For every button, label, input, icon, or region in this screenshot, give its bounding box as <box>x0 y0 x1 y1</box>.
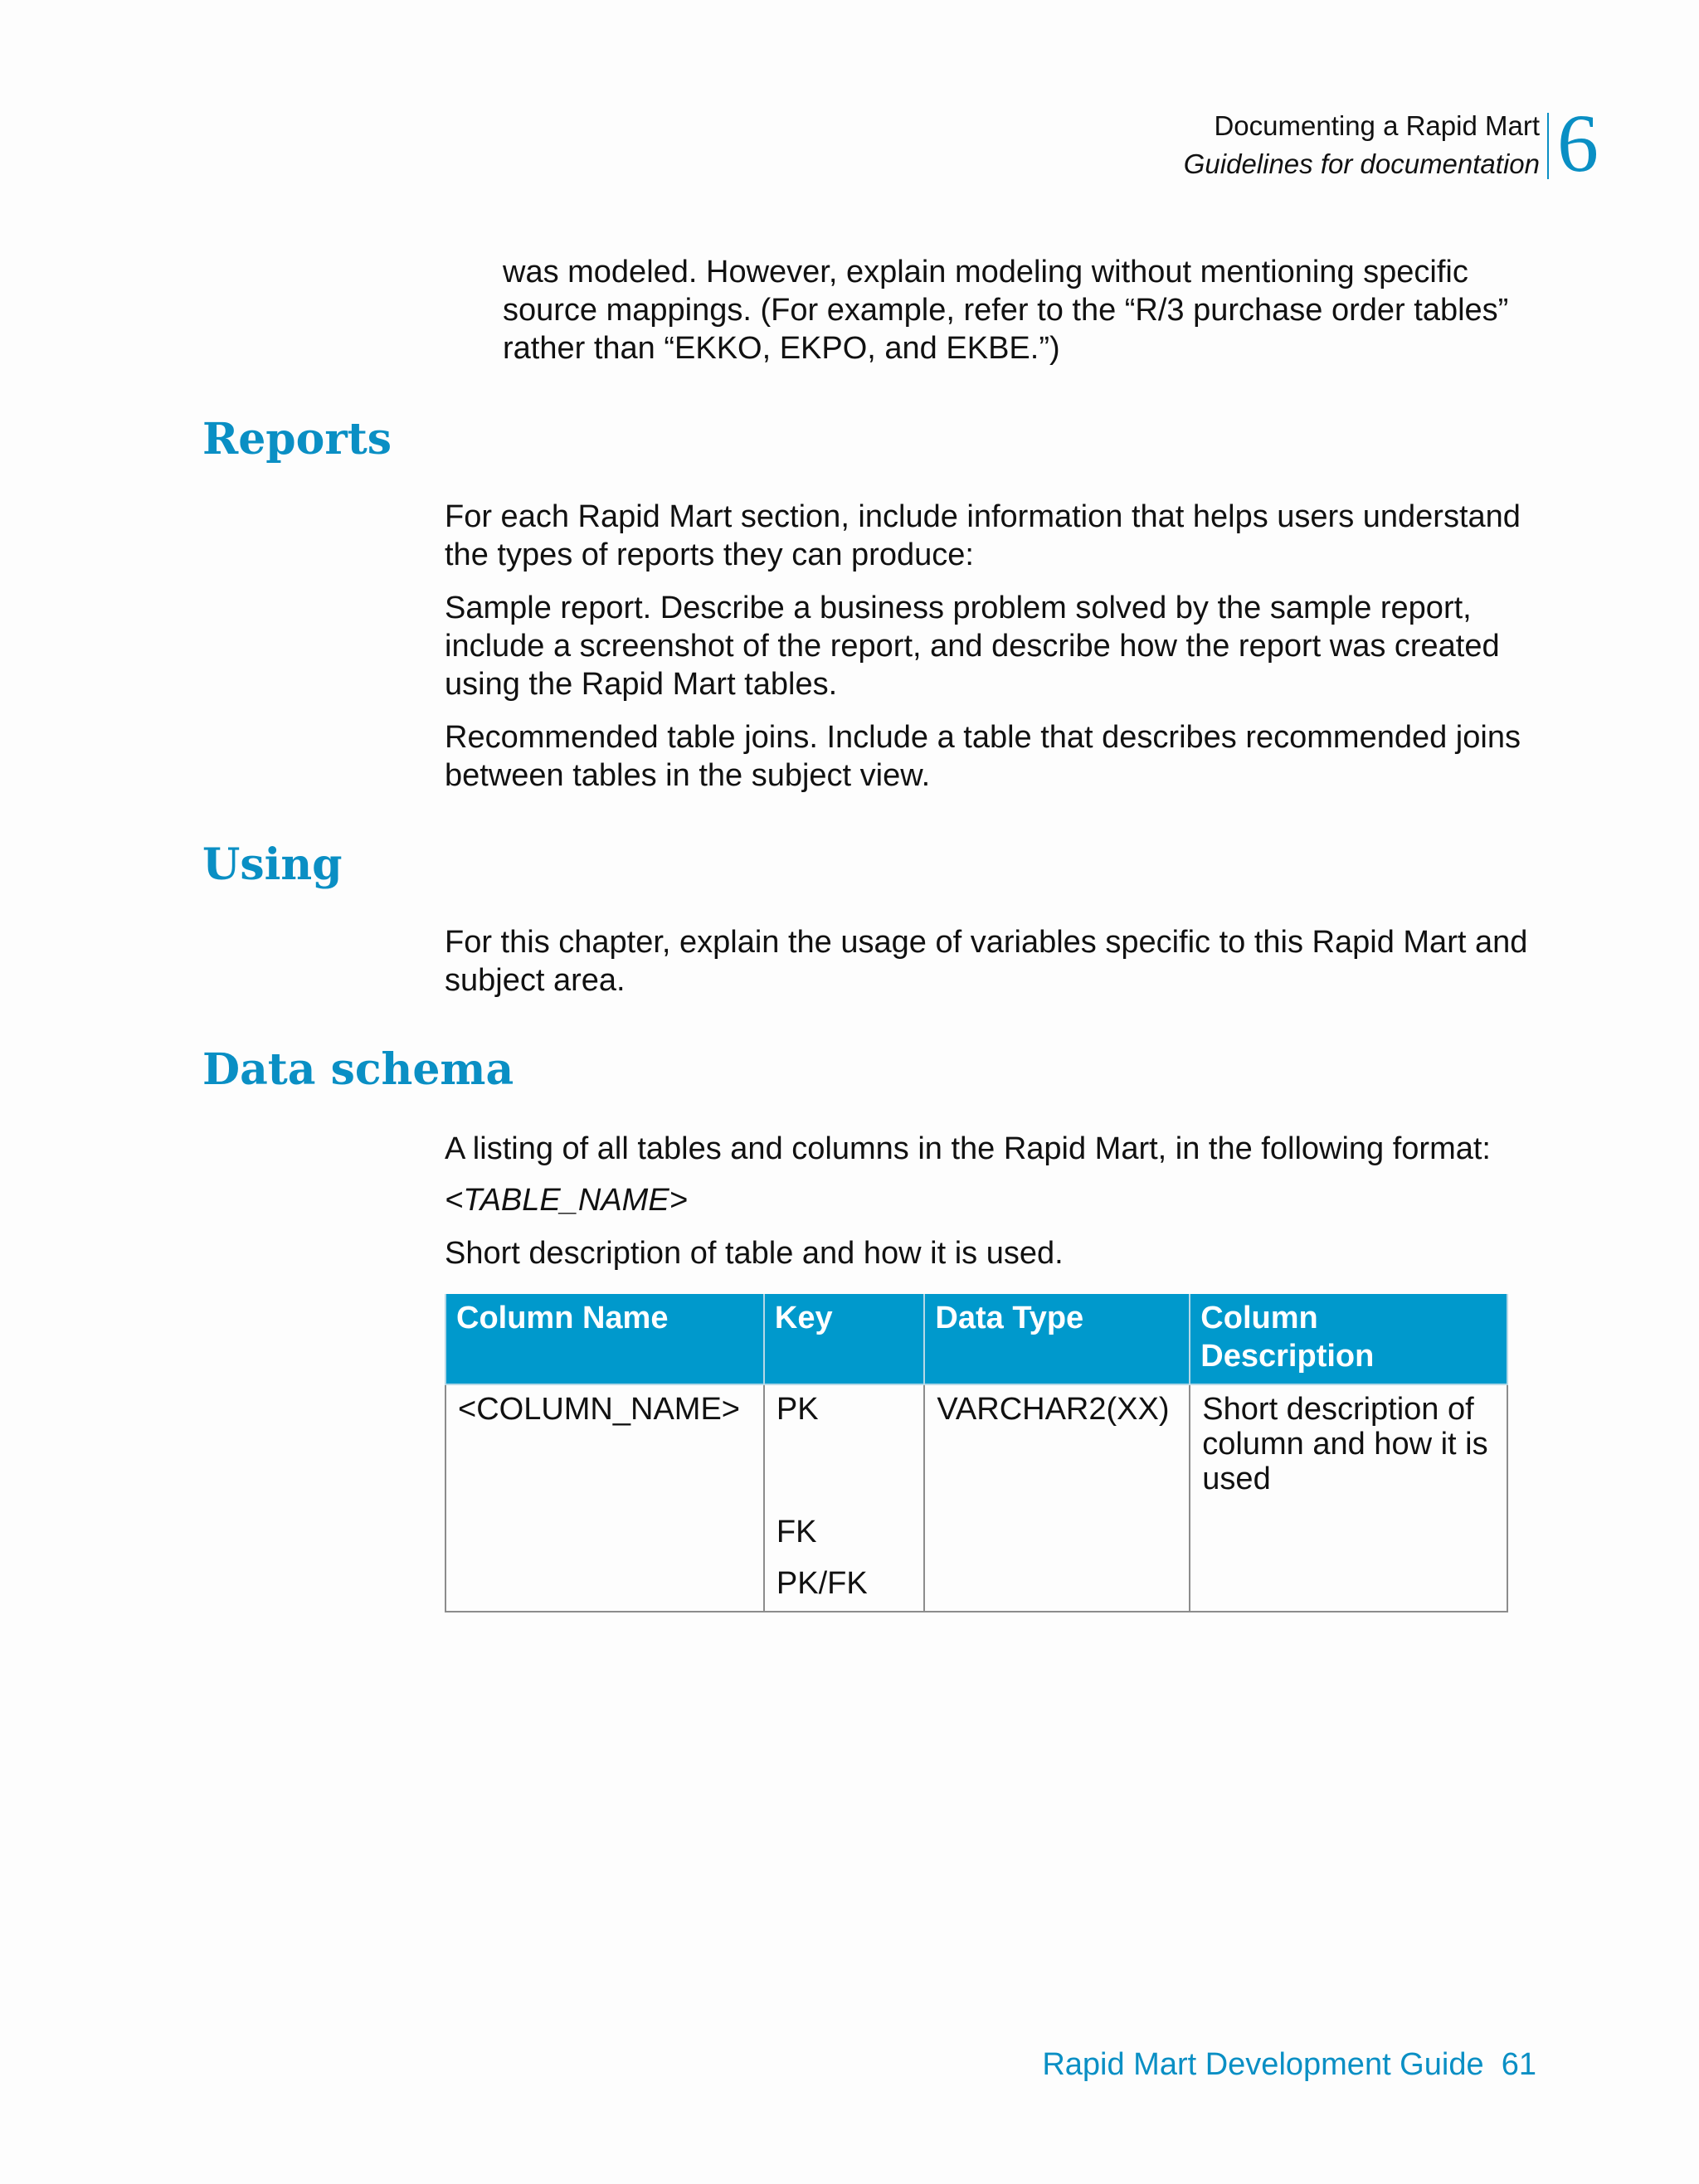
page-footer <box>1042 2045 1536 2084</box>
heading-data-schema: Data schema <box>202 1044 514 1095</box>
reports-paragraph-3: Recommended table joins. Include a table that describes recommended joins between tables in the subject view. <box>445 720 1521 793</box>
header-data-type: Data Type <box>924 1294 1190 1384</box>
header-column-description: Column Description <box>1190 1294 1507 1384</box>
page-number: 61 <box>1501 2047 1536 2082</box>
cell-data-type: VARCHAR2(XX) <box>924 1384 1190 1612</box>
section-title: Guidelines for documentation <box>1183 148 1540 179</box>
chapter-title: Documenting a Rapid Mart <box>1214 110 1540 141</box>
table-header-row <box>445 1294 1507 1384</box>
cell-description: Short description of column and how it is used <box>1190 1384 1507 1612</box>
heading-using: Using <box>202 839 343 890</box>
cell-key <box>764 1384 925 1612</box>
header-key: Key <box>764 1294 925 1384</box>
schema-format-table <box>445 1294 1508 1612</box>
reports-paragraph-2: Sample report. Describe a business problem solved by the sample report, include a screenshot of the report, and describe how the report was created using the Rapid Mart tables. <box>445 591 1500 702</box>
table-name-placeholder: <TABLE_NAME> <box>445 1183 688 1218</box>
chapter-divider <box>1547 113 1549 179</box>
data-schema-intro: A listing of all tables and columns in the Rapid Mart, in the following format: <box>445 1131 1491 1166</box>
guide-title: Rapid Mart Development Guide <box>1042 2047 1484 2082</box>
key-fk: FK <box>776 1515 817 1549</box>
key-pk-fk: PK/FK <box>776 1566 868 1601</box>
chapter-number: 6 <box>1557 97 1599 189</box>
cell-column-name: <COLUMN_NAME> <box>445 1384 764 1612</box>
header-column-name: Column Name <box>445 1294 764 1384</box>
reports-paragraph-1: For each Rapid Mart section, include information that helps users understand the types of reports they can produce: <box>445 499 1521 572</box>
heading-reports: Reports <box>202 414 392 465</box>
running-header <box>1184 108 1540 184</box>
intro-continuation: was modeled. However, explain modeling without mentioning specific source mappings. (For example, refer to the “R/3 purchase order tables” rather than “EKKO, EKPO, and EKBE.”) <box>503 255 1509 366</box>
table-description: Short description of table and how it is used. <box>445 1236 1064 1271</box>
using-paragraph: For this chapter, explain the usage of variables specific to this Rapid Mart and subject area. <box>445 925 1528 998</box>
key-pk: PK <box>776 1392 819 1427</box>
table-row <box>445 1384 1507 1612</box>
